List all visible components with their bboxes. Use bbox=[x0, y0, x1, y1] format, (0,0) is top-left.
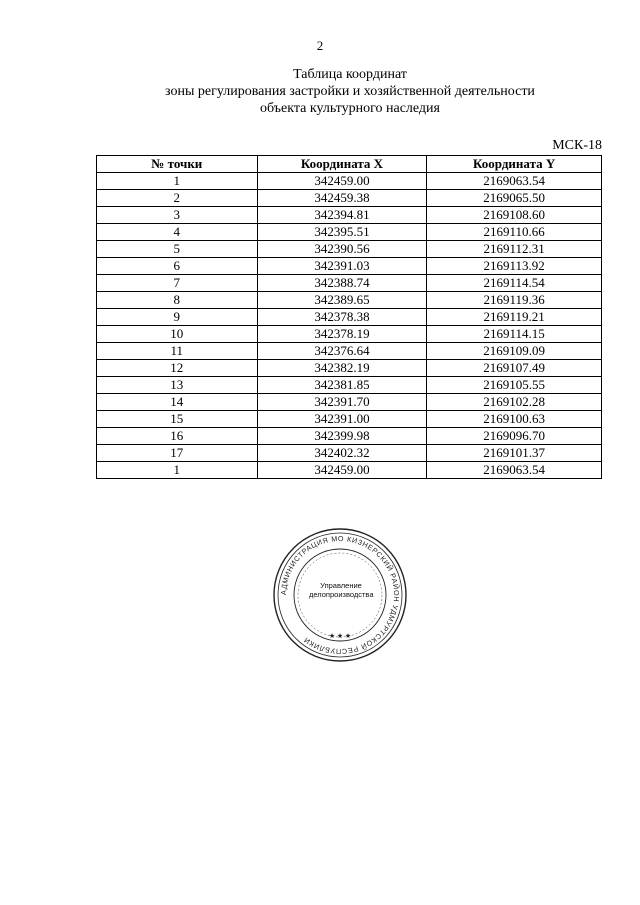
cell-point-number: 6 bbox=[97, 258, 258, 275]
table-row bbox=[97, 207, 602, 224]
document-title bbox=[0, 66, 640, 117]
cell-point-number: 1 bbox=[97, 173, 258, 190]
cell-point-number: 17 bbox=[97, 445, 258, 462]
title-line-3: объекта культурного наследия bbox=[260, 101, 440, 116]
cell-coordinate-x: 342459.00 bbox=[257, 173, 427, 190]
cell-coordinate-y: 2169119.21 bbox=[427, 309, 602, 326]
seal-center-line-1: Управление bbox=[320, 581, 362, 590]
cell-coordinate-x: 342394.81 bbox=[257, 207, 427, 224]
title-line-2: зоны регулирования застройки и хозяйственной деятельности bbox=[165, 84, 535, 99]
cell-coordinate-x: 342381.85 bbox=[257, 377, 427, 394]
cell-coordinate-y: 2169110.66 bbox=[427, 224, 602, 241]
cell-point-number: 15 bbox=[97, 411, 258, 428]
cell-coordinate-x: 342402.32 bbox=[257, 445, 427, 462]
cell-point-number: 12 bbox=[97, 360, 258, 377]
cell-coordinate-y: 2169096.70 bbox=[427, 428, 602, 445]
cell-coordinate-y: 2169113.92 bbox=[427, 258, 602, 275]
cell-point-number: 1 bbox=[97, 462, 258, 479]
cell-coordinate-y: 2169063.54 bbox=[427, 462, 602, 479]
cell-point-number: 2 bbox=[97, 190, 258, 207]
cell-coordinate-y: 2169105.55 bbox=[427, 377, 602, 394]
table-row bbox=[97, 309, 602, 326]
cell-coordinate-x: 342382.19 bbox=[257, 360, 427, 377]
cell-coordinate-y: 2169112.31 bbox=[427, 241, 602, 258]
header-point-number: № точки bbox=[97, 156, 258, 173]
cell-point-number: 14 bbox=[97, 394, 258, 411]
table-row bbox=[97, 377, 602, 394]
cell-coordinate-x: 342399.98 bbox=[257, 428, 427, 445]
table-row bbox=[97, 394, 602, 411]
cell-coordinate-y: 2169109.09 bbox=[427, 343, 602, 360]
cell-coordinate-x: 342459.38 bbox=[257, 190, 427, 207]
cell-coordinate-x: 342388.74 bbox=[257, 275, 427, 292]
cell-coordinate-y: 2169063.54 bbox=[427, 173, 602, 190]
cell-coordinate-x: 342395.51 bbox=[257, 224, 427, 241]
table-header-row bbox=[97, 156, 602, 173]
header-coordinate-x: Координата X bbox=[257, 156, 427, 173]
cell-coordinate-y: 2169119.36 bbox=[427, 292, 602, 309]
cell-coordinate-x: 342378.19 bbox=[257, 326, 427, 343]
table-row bbox=[97, 258, 602, 275]
seal-ring-text: АДМИНИСТРАЦИЯ МО КИЗНЕРСКИЙ РАЙОН УДМУРТСКОЙ РЕСПУБЛИКИ bbox=[278, 533, 402, 657]
cell-point-number: 5 bbox=[97, 241, 258, 258]
table-row bbox=[97, 173, 602, 190]
cell-coordinate-x: 342459.00 bbox=[257, 462, 427, 479]
table-row bbox=[97, 411, 602, 428]
table-row bbox=[97, 462, 602, 479]
cell-coordinate-x: 342390.56 bbox=[257, 241, 427, 258]
seal-star-icon: ★ ★ ★ bbox=[328, 632, 352, 640]
title-line-1: Таблица координат bbox=[293, 67, 407, 82]
cell-point-number: 9 bbox=[97, 309, 258, 326]
cell-coordinate-x: 342376.64 bbox=[257, 343, 427, 360]
cell-point-number: 4 bbox=[97, 224, 258, 241]
coordinate-system-label: МСК-18 bbox=[552, 138, 602, 153]
seal-center-line-2: делопроизводства bbox=[309, 590, 374, 599]
cell-coordinate-y: 2169114.54 bbox=[427, 275, 602, 292]
table-row bbox=[97, 326, 602, 343]
cell-coordinate-x: 342391.00 bbox=[257, 411, 427, 428]
table-row bbox=[97, 241, 602, 258]
cell-point-number: 13 bbox=[97, 377, 258, 394]
seal-center-text bbox=[309, 581, 373, 599]
table-row bbox=[97, 343, 602, 360]
cell-coordinate-y: 2169114.15 bbox=[427, 326, 602, 343]
page-number: 2 bbox=[316, 38, 324, 53]
cell-coordinate-x: 342389.65 bbox=[257, 292, 427, 309]
cell-point-number: 8 bbox=[97, 292, 258, 309]
cell-coordinate-y: 2169065.50 bbox=[427, 190, 602, 207]
official-seal bbox=[270, 525, 410, 665]
coordinates-table bbox=[96, 155, 602, 479]
cell-coordinate-x: 342378.38 bbox=[257, 309, 427, 326]
cell-coordinate-y: 2169102.28 bbox=[427, 394, 602, 411]
table-row bbox=[97, 275, 602, 292]
table-row bbox=[97, 428, 602, 445]
cell-coordinate-y: 2169101.37 bbox=[427, 445, 602, 462]
cell-point-number: 11 bbox=[97, 343, 258, 360]
table-row bbox=[97, 445, 602, 462]
cell-coordinate-x: 342391.70 bbox=[257, 394, 427, 411]
table-row bbox=[97, 224, 602, 241]
cell-coordinate-y: 2169100.63 bbox=[427, 411, 602, 428]
cell-point-number: 3 bbox=[97, 207, 258, 224]
table-row bbox=[97, 360, 602, 377]
table-row bbox=[97, 292, 602, 309]
cell-coordinate-y: 2169108.60 bbox=[427, 207, 602, 224]
cell-point-number: 16 bbox=[97, 428, 258, 445]
cell-coordinate-y: 2169107.49 bbox=[427, 360, 602, 377]
table-row bbox=[97, 190, 602, 207]
header-coordinate-y: Координата Y bbox=[427, 156, 602, 173]
cell-point-number: 7 bbox=[97, 275, 258, 292]
cell-point-number: 10 bbox=[97, 326, 258, 343]
cell-coordinate-x: 342391.03 bbox=[257, 258, 427, 275]
